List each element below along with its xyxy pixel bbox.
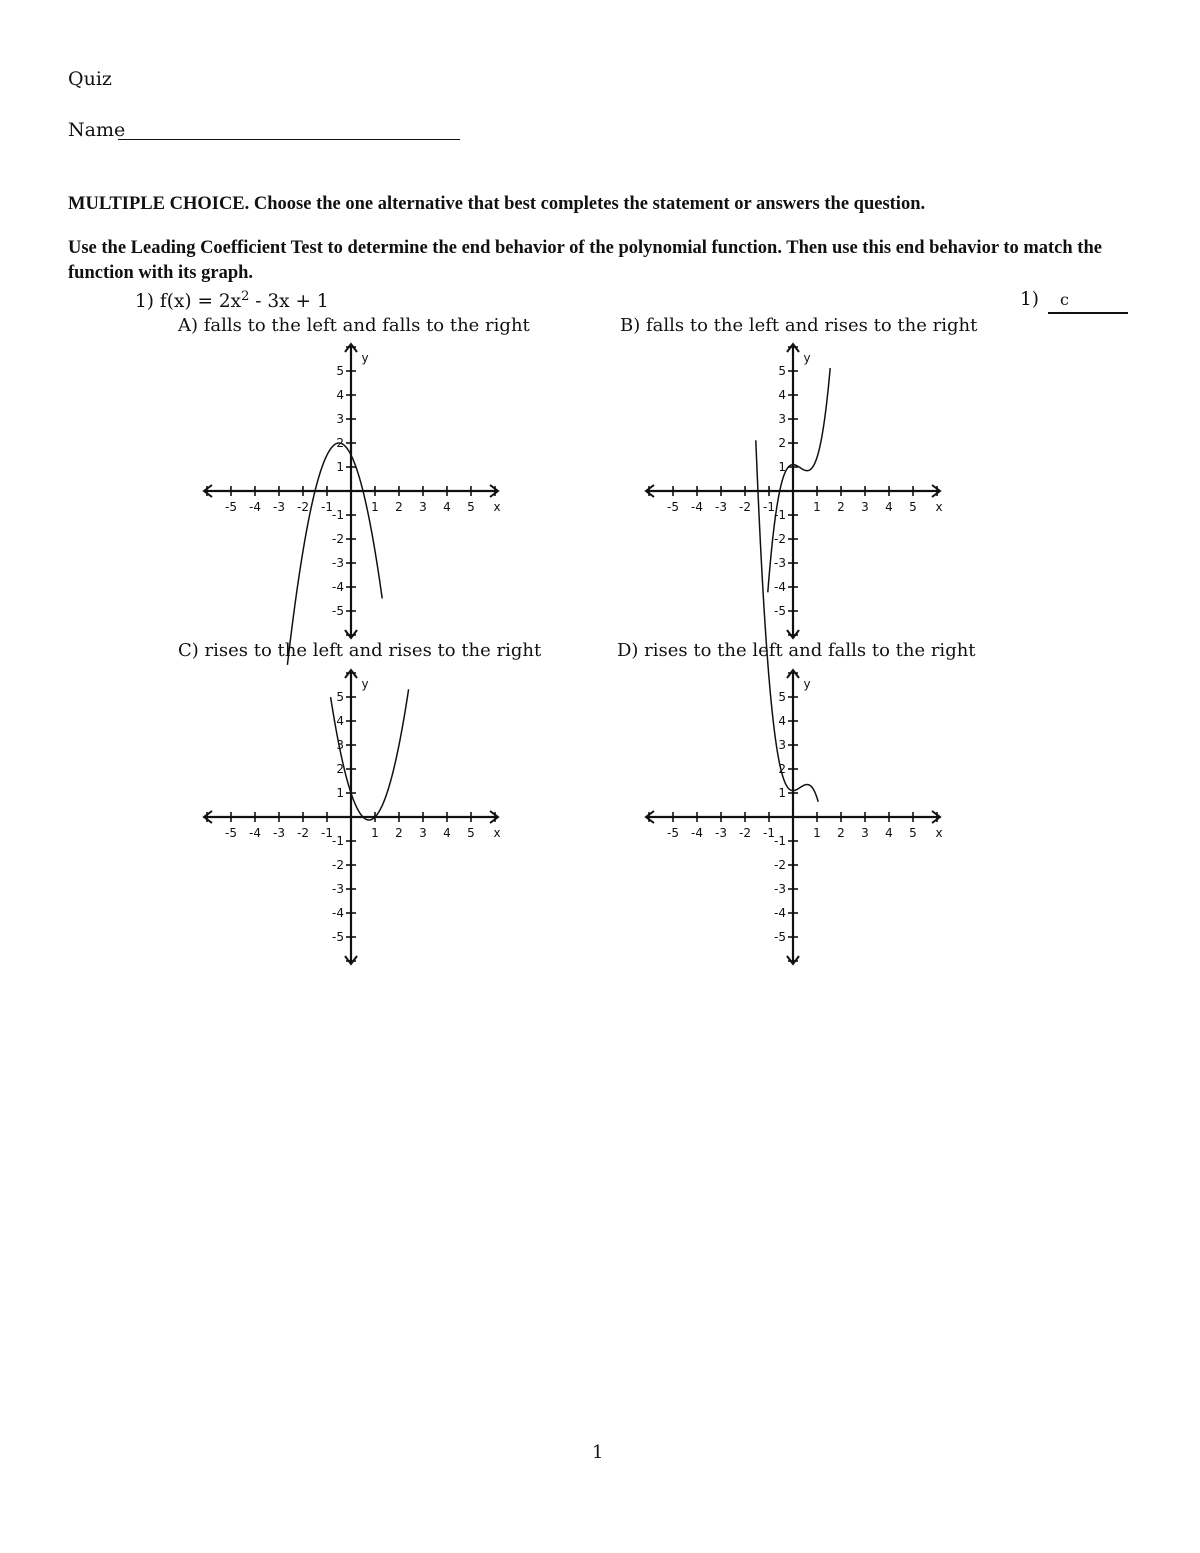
option-b-x-tick-label: -2 bbox=[739, 500, 751, 514]
option-c-x-axis-label: x bbox=[493, 826, 501, 840]
directions: Use the Leading Coefficient Test to determine the end behavior of the polynomial function. Then use this end behavior to match the function with its graph. bbox=[68, 238, 1102, 283]
option-a-graph bbox=[200, 340, 505, 645]
option-c-x-tick-label: 3 bbox=[419, 826, 427, 840]
quiz-title: Quiz bbox=[68, 68, 112, 90]
option-c-y-tick-label: 4 bbox=[336, 714, 344, 728]
option-a-curve bbox=[287, 443, 382, 665]
option-d-x-tick-label: -1 bbox=[763, 826, 775, 840]
option-d-y-tick-label: 1 bbox=[778, 786, 786, 800]
option-d-x-tick-label: 3 bbox=[861, 826, 869, 840]
option-b-y-tick-label: 4 bbox=[778, 388, 786, 402]
question-1 bbox=[135, 289, 329, 312]
answer-value: c bbox=[1060, 290, 1069, 309]
option-a-y-tick-label: 4 bbox=[336, 388, 344, 402]
option-a-label: A) falls to the left and falls to the right bbox=[178, 315, 530, 336]
option-d-x-tick-label: 2 bbox=[837, 826, 845, 840]
option-c-x-tick-label: -2 bbox=[297, 826, 309, 840]
option-b-y-tick-label: -2 bbox=[774, 532, 786, 546]
option-d-x-tick-label: 1 bbox=[813, 826, 821, 840]
option-d-y-axis-label: y bbox=[803, 677, 811, 691]
option-a-x-tick-label: -4 bbox=[249, 500, 261, 514]
option-a-x-axis-label: x bbox=[493, 500, 501, 514]
option-c-y-tick-label: -3 bbox=[332, 882, 344, 896]
option-c-x-tick-label: -1 bbox=[321, 826, 333, 840]
option-b-label: B) falls to the left and rises to the right bbox=[620, 315, 978, 336]
option-d-y-tick-label: -5 bbox=[774, 930, 786, 944]
option-a-y-tick-label: -1 bbox=[332, 508, 344, 522]
option-a-y-axis-label: y bbox=[361, 351, 369, 365]
option-b-x-tick-label: 2 bbox=[837, 500, 845, 514]
option-c-y-tick-label: 5 bbox=[336, 690, 344, 704]
option-d-label: D) rises to the left and falls to the right bbox=[617, 640, 976, 661]
option-d-graph bbox=[642, 666, 947, 971]
option-b-y-tick-label: -1 bbox=[774, 508, 786, 522]
option-c-x-tick-label: 4 bbox=[443, 826, 451, 840]
option-b-y-tick-label: -4 bbox=[774, 580, 786, 594]
option-d-y-tick-label: -4 bbox=[774, 906, 786, 920]
option-c-y-tick-label: 3 bbox=[336, 738, 344, 752]
question-prefix: f(x) = 2x bbox=[159, 291, 242, 313]
option-d-x-tick-label: 5 bbox=[909, 826, 917, 840]
option-b-x-tick-label: 4 bbox=[885, 500, 893, 514]
option-c-y-tick-label: -1 bbox=[332, 834, 344, 848]
option-a-x-tick-label: 3 bbox=[419, 500, 427, 514]
option-d-y-tick-label: -2 bbox=[774, 858, 786, 872]
option-a-x-tick-label: 1 bbox=[371, 500, 379, 514]
option-c-label: C) rises to the left and rises to the right bbox=[178, 640, 542, 661]
name-label: Name bbox=[68, 119, 126, 141]
option-a-y-tick-label: 3 bbox=[336, 412, 344, 426]
option-a-x-tick-label: -5 bbox=[225, 500, 237, 514]
option-b-x-tick-label: 3 bbox=[861, 500, 869, 514]
option-a-y-tick-label: -5 bbox=[332, 604, 344, 618]
question-exponent: 2 bbox=[241, 289, 250, 304]
option-c-curve bbox=[331, 689, 409, 820]
option-b-y-tick-label: -3 bbox=[774, 556, 786, 570]
option-b-x-axis-label: x bbox=[935, 500, 943, 514]
option-b-y-tick-label: 5 bbox=[778, 364, 786, 378]
option-b-x-tick-label: -4 bbox=[691, 500, 703, 514]
instructions: MULTIPLE CHOICE. Choose the one alternative that best completes the statement or answers the question. bbox=[68, 194, 926, 214]
option-c-x-tick-label: 1 bbox=[371, 826, 379, 840]
option-c-y-tick-label: -5 bbox=[332, 930, 344, 944]
option-c-y-tick-label: 2 bbox=[336, 762, 344, 776]
option-b-x-tick-label: 5 bbox=[909, 500, 917, 514]
option-d-y-tick-label: 5 bbox=[778, 690, 786, 704]
option-c-x-tick-label: 2 bbox=[395, 826, 403, 840]
option-c-x-tick-label: -4 bbox=[249, 826, 261, 840]
option-c-y-tick-label: -2 bbox=[332, 858, 344, 872]
name-input-line[interactable] bbox=[118, 139, 460, 140]
option-a-y-tick-label: -4 bbox=[332, 580, 344, 594]
answer-blank[interactable] bbox=[1048, 312, 1128, 314]
option-c-x-tick-label: -3 bbox=[273, 826, 285, 840]
option-a-x-tick-label: -1 bbox=[321, 500, 333, 514]
option-d-y-tick-label: -1 bbox=[774, 834, 786, 848]
option-a-x-tick-label: 4 bbox=[443, 500, 451, 514]
option-d-x-tick-label: -5 bbox=[667, 826, 679, 840]
option-a-x-tick-label: -2 bbox=[297, 500, 309, 514]
option-a-x-tick-label: 2 bbox=[395, 500, 403, 514]
option-d-x-axis-label: x bbox=[935, 826, 943, 840]
option-d-y-tick-label: -3 bbox=[774, 882, 786, 896]
option-b-x-tick-label: 1 bbox=[813, 500, 821, 514]
option-c-y-tick-label: -4 bbox=[332, 906, 344, 920]
option-b-y-tick-label: -5 bbox=[774, 604, 786, 618]
option-b-y-axis-label: y bbox=[803, 351, 811, 365]
option-d-x-tick-label: -3 bbox=[715, 826, 727, 840]
option-b-graph bbox=[642, 340, 947, 645]
answer-number: 1) bbox=[1020, 289, 1039, 310]
option-d-y-tick-label: 4 bbox=[778, 714, 786, 728]
option-a-x-tick-label: -3 bbox=[273, 500, 285, 514]
option-c-graph bbox=[200, 666, 505, 971]
option-b-x-tick-label: -5 bbox=[667, 500, 679, 514]
option-d-y-tick-label: 2 bbox=[778, 762, 786, 776]
option-c-y-tick-label: 1 bbox=[336, 786, 344, 800]
option-b-y-tick-label: 1 bbox=[778, 460, 786, 474]
option-c-y-axis-label: y bbox=[361, 677, 369, 691]
page-number: 1 bbox=[592, 1442, 604, 1463]
option-a-y-tick-label: -2 bbox=[332, 532, 344, 546]
option-b-y-tick-label: 2 bbox=[778, 436, 786, 450]
option-a-y-tick-label: -3 bbox=[332, 556, 344, 570]
option-c-x-tick-label: 5 bbox=[467, 826, 475, 840]
question-number: 1) bbox=[135, 291, 154, 313]
option-a-y-tick-label: 1 bbox=[336, 460, 344, 474]
option-d-x-tick-label: -2 bbox=[739, 826, 751, 840]
option-a-y-tick-label: 2 bbox=[336, 436, 344, 450]
option-a-x-tick-label: 5 bbox=[467, 500, 475, 514]
option-d-x-tick-label: 4 bbox=[885, 826, 893, 840]
option-b-x-tick-label: -1 bbox=[763, 500, 775, 514]
option-d-x-tick-label: -4 bbox=[691, 826, 703, 840]
option-b-x-tick-label: -3 bbox=[715, 500, 727, 514]
option-a-y-tick-label: 5 bbox=[336, 364, 344, 378]
option-c-x-tick-label: -5 bbox=[225, 826, 237, 840]
option-b-y-tick-label: 3 bbox=[778, 412, 786, 426]
question-suffix: - 3x + 1 bbox=[249, 291, 329, 313]
option-d-y-tick-label: 3 bbox=[778, 738, 786, 752]
